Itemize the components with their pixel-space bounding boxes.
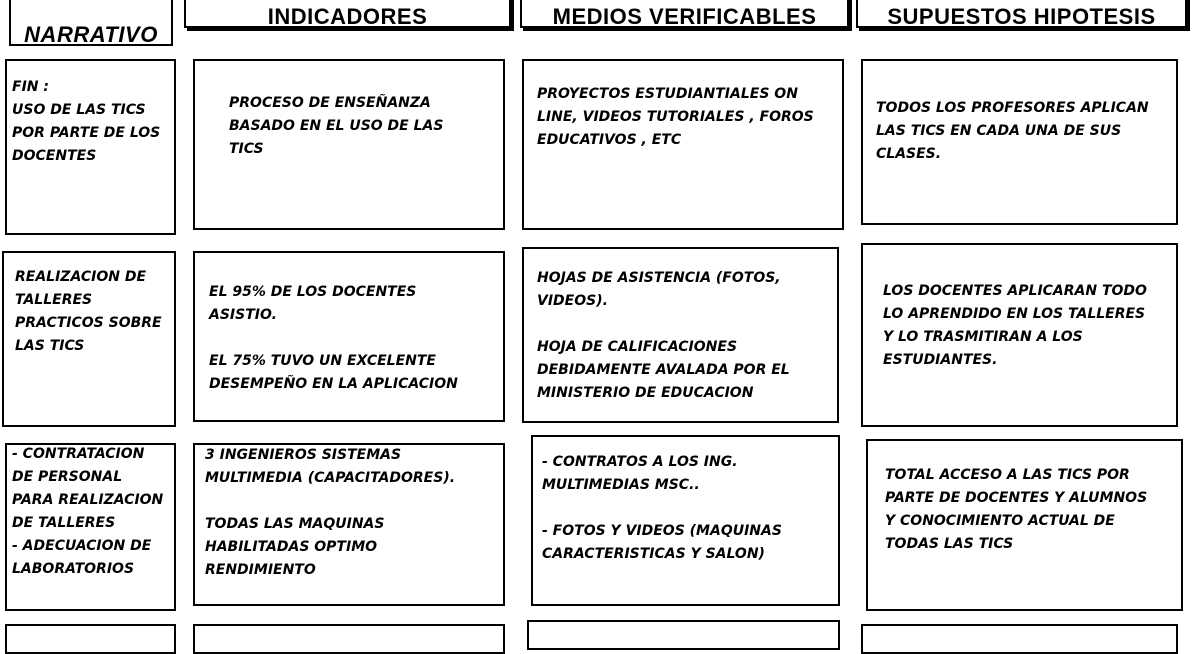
row1-supuestos-text: TODOS LOS PROFESORES APLICAN LAS TICS EN CADA UNA DE SUS CLASES.	[876, 100, 1149, 162]
row2-medios-text: HOJAS DE ASISTENCIA (FOTOS, VIDEOS). HOJA DE CALIFICACIONES DEBIDAMENTE AVALADA POR EL MINISTERIO DE EDUCACION	[537, 270, 790, 401]
row1-narrativo-text: FIN : USO DE LAS TICS POR PARTE DE LOS DOCENTES	[12, 79, 161, 164]
header-narrativo	[9, 0, 173, 46]
row4-indicadores-cell	[193, 624, 505, 654]
row3-indicadores-text: 3 INGENIEROS SISTEMAS MULTIMEDIA (CAPACITADORES). TODAS LAS MAQUINAS HABILITADAS OPTIMO RENDIMIENTO	[205, 447, 456, 578]
row3-narrativo-text: - CONTRATACION DE PERSONAL PARA REALIZACION DE TALLERES - ADECUACION DE LABORATORIOS	[12, 446, 164, 577]
row1-indicadores-text: PROCESO DE ENSEÑANZA BASADO EN EL USO DE LAS TICS	[229, 95, 444, 157]
header-narrativo-label: NARRATIVO	[24, 22, 158, 46]
header-supuestos-label: SUPUESTOS HIPOTESIS	[887, 4, 1156, 28]
header-supuestos-hipotesis	[856, 0, 1187, 28]
row2-indicadores-text: EL 95% DE LOS DOCENTES ASISTIO. EL 75% TUVO UN EXCELENTE DESEMPEÑO EN LA APLICACION	[209, 284, 458, 392]
row3-supuestos-text: TOTAL ACCESO A LAS TICS POR PARTE DE DOCENTES Y ALUMNOS Y CONOCIMIENTO ACTUAL DE TODAS LAS TICS	[885, 467, 1148, 552]
row4-narrativo-cell	[5, 624, 176, 654]
header-indicadores-label: INDICADORES	[267, 4, 428, 28]
row3-medios-text: - CONTRATOS A LOS ING. MULTIMEDIAS MSC.. - FOTOS Y VIDEOS (MAQUINAS CARACTERISTICAS Y SALON)	[542, 454, 782, 562]
header-indicadores	[184, 0, 511, 28]
row2-supuestos-text: LOS DOCENTES APLICARAN TODO LO APRENDIDO EN LOS TALLERES Y LO TRASMITIRAN A LOS ESTUDIANTES.	[883, 283, 1147, 368]
row4-medios-cell	[527, 620, 840, 650]
header-medios-verificables	[520, 0, 849, 28]
row2-narrativo-text: REALIZACION DE TALLERES PRACTICOS SOBRE LAS TICS	[15, 269, 162, 354]
header-medios-label: MEDIOS VERIFICABLES	[552, 4, 817, 28]
row1-medios-text: PROYECTOS ESTUDIANTIALES ON LINE, VIDEOS TUTORIALES , FOROS EDUCATIVOS , ETC	[537, 86, 814, 148]
row4-supuestos-cell	[861, 624, 1178, 654]
